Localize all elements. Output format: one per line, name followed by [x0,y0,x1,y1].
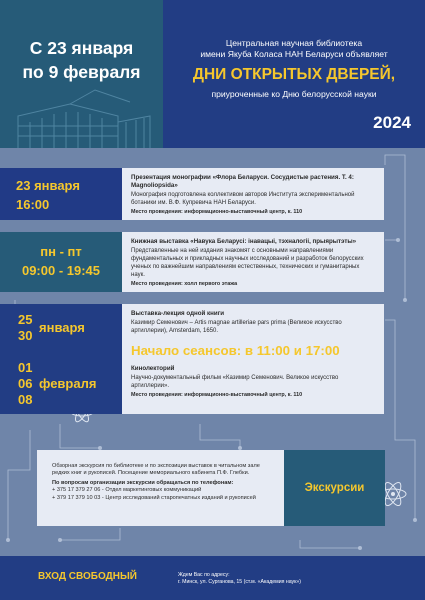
event2-title: Книжная выставка «Навука Беларусі: інавацыі, тэхналогіі, прыярытэты» [131,238,357,245]
event3-panel [122,304,384,414]
event3-day-30: 30 [18,328,33,343]
excursion-block [37,450,385,526]
event3-desc: Казимир Семенович – Artis magnae artilleriae pars prima (Великое искусство артиллерии), Amsterdam, 1650. [131,320,342,335]
footer-address [178,572,301,586]
date-range-end: по 9 февраля [22,62,141,82]
header-text [163,38,425,100]
excursion-phone-2: + 379 17 379 10 03 - Центр исследований старопечатных изданий и рукописей [52,494,256,501]
library-building-illustration [0,82,163,148]
header-announcement-panel [163,0,425,148]
event-subtitle: приуроченные ко Дню белорусской науки [211,89,377,99]
event1-panel [122,168,384,220]
event1-venue: Место проведения: информационно-выставочный центр, к. 110 [131,209,303,216]
footer [0,556,425,600]
event2-date-label [0,242,122,280]
header-dates [0,36,163,84]
event-title: ДНИ ОТКРЫТЫХ ДВЕРЕЙ, [192,66,396,83]
footer-address-line1: Ждем Вас по адресу: [178,572,230,578]
event3-day-06: 06 [18,376,33,391]
event3-day-25: 25 [18,312,33,327]
event1-date: 23 января [16,178,80,193]
library-name-line2: имени Якуба Коласа НАН Беларуси объявляет [200,49,388,59]
excursion-panel [37,450,284,526]
event3-venue: Место проведения: информационно-выставочный центр, к. 110 [131,392,303,399]
excursion-title: Экскурсии [284,450,385,526]
event3-date-block [0,304,122,414]
excursion-contact-title: По вопросам организации экскурсии обращаться по телефонам: [52,479,234,486]
event3-cinema-title: Кинолекторий [131,365,175,373]
event2-days: пн - пт [40,244,82,259]
event3-month-feb: февраля [39,376,97,391]
date-range-start: С 23 января [29,38,134,58]
event2-date-block [0,232,122,292]
event2-desc: Представленные на ней издания знакомят с основными направлениями фундаментальных и прикладных научных исследований и разработок белорусских ученых по важнейшим направлениям естественных, технических и гуманитарных наук. [131,248,364,279]
event3-month-jan: января [39,320,85,335]
event3-title: Выставка-лекция одной книги [131,310,225,317]
footer-address-line2: г. Минск, ул. Сурганова, 15 (ст.м. «Академия наук») [178,578,302,585]
event1-date-block [0,168,122,220]
event1-date-label [16,176,80,214]
free-entry-label: ВХОД СВОБОДНЫЙ [38,571,137,582]
event3-day-08: 08 [18,392,33,407]
event2-time: 09:00 - 19:45 [21,263,101,278]
excursion-text: Обзорная экскурсия по библиотеке и по экспозиции выставок в читальном зале редких книг и рукописей. Посещение мемориального кабинета П.Ф. Глебки. [52,463,260,477]
event1-desc: Монография подготовлена коллективом авторов Института экспериментальной ботаники им. В.Ф. Купревича НАН Беларуси. [131,192,355,207]
event3-day-01: 01 [18,360,33,375]
excursion-phone-1: + 375 17 379 27 06 - Отдел маркетинговых коммуникаций [52,487,202,494]
event3-cinema-desc: Научно-документальный фильм «Казимир Семенович. Великое искусство артиллерии». [131,375,339,390]
library-name-line1: Центральная научная библиотека [225,38,363,48]
event3-sessions: Начало сеансов: в 11:00 и 17:00 [131,343,340,359]
event2-venue: Место проведения: холл первого этажа [131,281,238,288]
event1-time: 16:00 [16,197,50,212]
header-date-panel [0,0,163,148]
event2-panel [122,232,384,292]
event1-title: Презентация монографии «Флора Беларуси. Сосудистые растения. Т. 4: Magnoliopsida» [131,174,354,190]
event-year: 2024 [373,113,411,132]
